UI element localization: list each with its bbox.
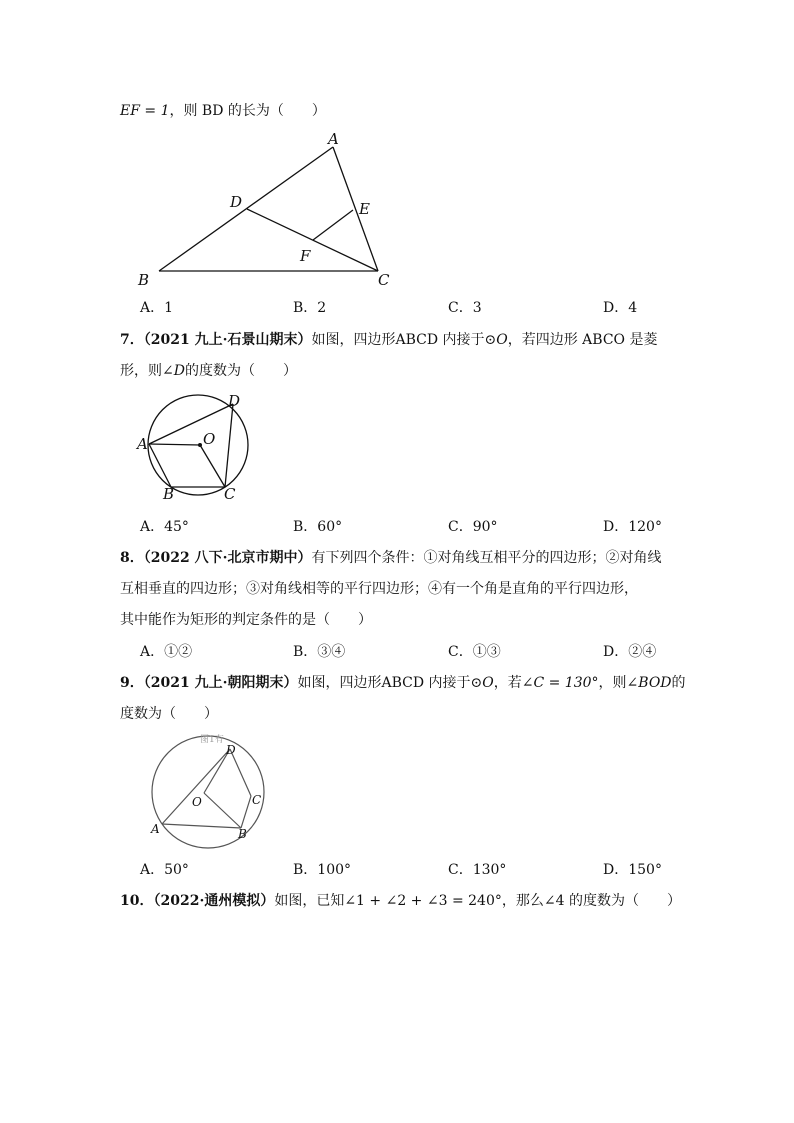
q10-stem-text: 如图，已知∠1 + ∠2 + ∠3 = 240°，那么∠4 的度数为（ ） xyxy=(274,893,681,909)
q7-circle-o: O xyxy=(496,332,508,348)
q7-stem-line2 xyxy=(120,361,297,381)
q6-option-c[interactable]: C．3 xyxy=(448,300,482,316)
q7-stem-post: 的度数为（ ） xyxy=(184,363,297,379)
q6-label-b: B xyxy=(138,271,150,289)
q6-option-d[interactable]: D．4 xyxy=(603,300,638,316)
q9-option-b[interactable]: B．100° xyxy=(293,862,352,878)
q7-source: （2021 九上·石景山期末） xyxy=(143,332,312,348)
q9-option-a[interactable]: A．50° xyxy=(140,862,189,878)
q7-label-d: D xyxy=(228,392,241,410)
q8-source: （2022 八下·北京市期中） xyxy=(143,550,312,566)
q9-label-c: C xyxy=(252,793,262,807)
q7-circle-figure xyxy=(136,393,286,505)
q8-option-b[interactable]: B．③④ xyxy=(293,644,346,660)
q7-stem-tail: ，若四边形 ABCO 是菱 xyxy=(507,332,658,348)
q6-stem-tail xyxy=(120,101,326,121)
q8-option-a[interactable]: A．①② xyxy=(140,644,193,660)
q7-label-a: A xyxy=(137,435,148,453)
q8-option-d[interactable]: D．②④ xyxy=(603,644,657,660)
q6-segment-ef xyxy=(313,210,353,240)
q8-stem-line1 xyxy=(120,548,661,568)
q9-label-b: B xyxy=(238,827,247,841)
q9-segment-cb xyxy=(241,796,251,828)
q7-option-d[interactable]: D．120° xyxy=(603,519,662,535)
q9-watermark: 图1有 xyxy=(200,735,224,745)
q6-label-c: C xyxy=(378,271,390,289)
q7-segment-ao xyxy=(149,444,200,445)
q9-stem-line2: 度数为（ ） xyxy=(120,706,218,722)
q9-number: 9． xyxy=(120,675,144,691)
q9-angle-c: C = 130° xyxy=(533,675,599,691)
q7-options xyxy=(140,517,660,537)
q8-stem-line2: 互相垂直的四边形；③对角线相等的平行四边形；④有一个角是直角的平行四边形， xyxy=(120,581,638,597)
q9-circle xyxy=(152,736,264,848)
q7-stem-text: 如图，四边形ABCD 内接于⊙ xyxy=(311,332,497,348)
q6-label-e: E xyxy=(359,200,370,218)
q10-stem-line1 xyxy=(120,891,681,911)
q9-segment-ab xyxy=(162,824,241,828)
q6-label-f: F xyxy=(300,247,311,265)
q7-option-a[interactable]: A．45° xyxy=(140,519,189,535)
q7-stem-pre: 形，则∠ xyxy=(120,363,174,379)
q8-option-c[interactable]: C．①③ xyxy=(448,644,501,660)
q9-stem-text: 如图，四边形ABCD 内接于⊙ xyxy=(297,675,483,691)
q6-options xyxy=(140,298,660,318)
q9-label-d: D xyxy=(226,743,236,757)
q7-segment-dc xyxy=(225,404,233,487)
q6-label-d: D xyxy=(230,193,243,211)
q6-option-a[interactable]: A．1 xyxy=(140,300,174,316)
q9-options xyxy=(140,860,660,880)
q7-option-b[interactable]: B．60° xyxy=(293,519,343,535)
q7-option-c[interactable]: C．90° xyxy=(448,519,498,535)
q7-label-o: O xyxy=(203,430,216,448)
q9-stem-line1 xyxy=(120,673,686,693)
q8-options xyxy=(140,642,660,662)
q9-option-c[interactable]: C．130° xyxy=(448,862,507,878)
q9-stem-end: 的 xyxy=(671,675,686,691)
q9-circle-figure xyxy=(140,730,280,845)
q9-segment-ob xyxy=(204,793,241,828)
q9-stem-mid: ，若∠ xyxy=(493,675,534,691)
q6-option-b[interactable]: B．2 xyxy=(293,300,327,316)
q7-label-c: C xyxy=(224,485,236,503)
q9-angle-bod: BOD xyxy=(638,675,672,691)
q6-stem-text: ，则 BD 的长为（ ） xyxy=(169,103,326,119)
q7-stem-line1 xyxy=(120,330,657,350)
q7-center-dot xyxy=(198,443,202,447)
q9-label-a: A xyxy=(151,822,160,836)
q9-source: （2021 九上·朝阳期末） xyxy=(143,675,298,691)
q9-segment-ad xyxy=(162,749,230,824)
q7-label-b: B xyxy=(163,485,175,503)
q9-stem-mid2: ，则∠ xyxy=(598,675,639,691)
q8-number: 8． xyxy=(120,550,144,566)
q6-ef-expression: EF = 1 xyxy=(120,103,170,119)
q7-angle-d: D xyxy=(173,363,185,379)
q6-label-a: A xyxy=(328,130,339,148)
q10-source: （2022·通州模拟） xyxy=(153,893,275,909)
q8-stem-line3: 其中能作为矩形的判定条件的是（ ） xyxy=(120,612,372,628)
q6-triangle-figure xyxy=(130,128,400,293)
q8-stem-text: 有下列四个条件：①对角线互相平分的四边形；②对角线 xyxy=(311,550,662,566)
q9-option-d[interactable]: D．150° xyxy=(603,862,662,878)
q9-label-o: O xyxy=(192,795,202,809)
q10-number: 10． xyxy=(120,893,154,909)
q7-segment-oc xyxy=(200,445,225,487)
q7-number: 7． xyxy=(120,332,144,348)
q9-circle-o: O xyxy=(482,675,494,691)
